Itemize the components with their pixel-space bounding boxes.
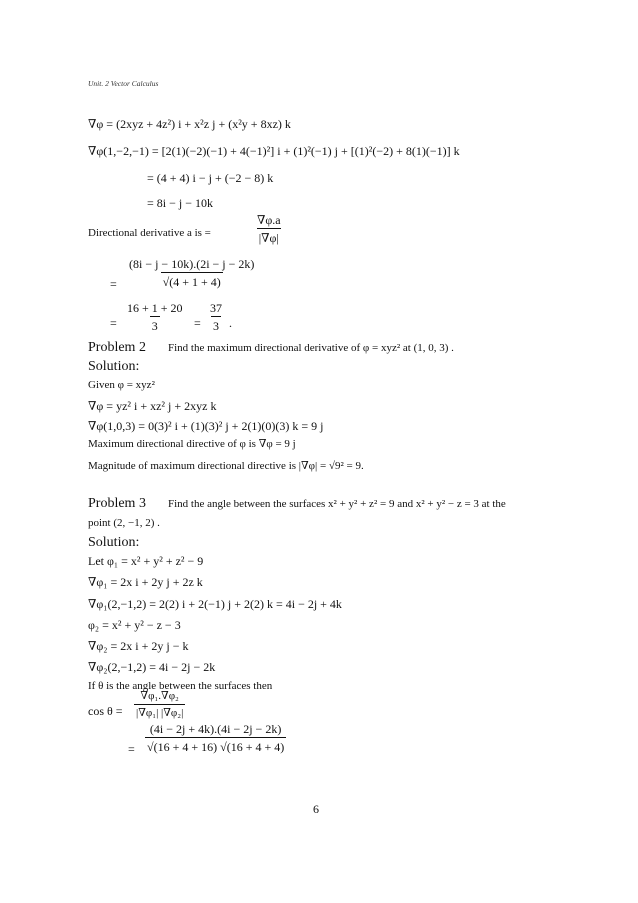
problem-3-solution-heading: Solution: [88,535,140,550]
equals-sign: = [128,742,135,756]
dd-denominator: |∇φ| [257,228,281,244]
p3-cos-denominator: |∇φ₁| |∇φ₂| [134,704,185,719]
period: . [229,316,232,330]
p3-grad-phi1: ∇φ₁ = 2x i + 2y j + 2z k [88,575,203,589]
p2-gradient-at-point: ∇φ(1,0,3) = 0(3)² i + (1)(3)² j + 2(1)(0)(3) k = 9 j [88,419,324,433]
p3-cos-substituted-numerator: (4i − 2j + 4k).(4i − 2j − 2k) [149,722,282,736]
running-header: Unit. 2 Vector Calculus [88,79,159,88]
equals-sign: = [194,316,201,330]
result-numerator-1: 16 + 1 + 20 [127,301,183,315]
result-numerator-2: 37 [210,301,222,315]
problem-2-statement: Find the maximum directional derivative of φ = xyz² at (1, 0, 3) . [168,342,454,354]
problem-3-statement-line1: Find the angle between the surfaces x² + y² + z² = 9 and x² + y² − z = 3 at the [168,498,506,510]
problem-3-heading: Problem 3 [88,496,146,511]
p3-grad-phi1-at-point: ∇φ₁(2,−1,2) = 2(2) i + 2(−1) j + 2(2) k = 4i − 2j + 4k [88,597,342,611]
problem-2-solution-heading: Solution: [88,359,140,374]
page-number: 6 [313,802,319,816]
gradient-at-point: ∇φ(1,−2,−1) = [2(1)(−2)(−1) + 4(−1)²] i + (1)²(−1) j + [(1)²(−2) + 8(1)(−1)] k [88,144,460,158]
p3-angle-text: If θ is the angle between the surfaces then [88,680,273,692]
dd-substituted-numerator: (8i − j − 10k).(2i − j − 2k) [129,257,255,271]
p2-magnitude: Magnitude of maximum directional directive is |∇φ| = √9² = 9. [88,460,364,472]
dd-substituted-denominator: √(4 + 1 + 4) [161,272,223,288]
result-denominator-2: 3 [211,316,221,332]
problem-2-heading: Problem 2 [88,340,146,355]
gradient-general: ∇φ = (2xyz + 4z²) i + x²z j + (x²y + 8xz) k [88,117,291,131]
gradient-step-b: = 8i − j − 10k [147,196,213,210]
problem-3-statement-line2: point (2, −1, 2) . [88,517,160,529]
directional-derivative-label: Directional derivative a is = [88,227,211,239]
p2-gradient: ∇φ = yz² i + xz² j + 2xyz k [88,399,217,413]
p3-grad-phi2: ∇φ₂ = 2x i + 2y j − k [88,639,189,653]
p3-grad-phi2-at-point: ∇φ₂(2,−1,2) = 4i − 2j − 2k [88,660,216,674]
dd-numerator: ∇φ.a [257,213,281,227]
p3-phi1: Let φ₁ = x² + y² + z² − 9 [88,554,204,568]
p3-phi2: φ₂ = x² + y² − z − 3 [88,618,181,632]
result-fraction-1 [125,302,185,332]
p3-cos-fraction [134,691,185,719]
result-fraction-2 [208,302,224,332]
p3-cos-substituted-denominator: √(16 + 4 + 16) √(16 + 4 + 4) [145,737,286,753]
p2-max-directional-derivative: Maximum directional directive of φ is ∇φ = 9 j [88,438,296,450]
p2-given: Given φ = xyz² [88,379,155,391]
equals-sign: = [110,316,117,330]
result-denominator-1: 3 [150,316,160,332]
equals-sign: = [110,277,117,291]
gradient-step-a: = (4 + 4) i − j + (−2 − 8) k [147,171,274,185]
directional-derivative-fraction [255,214,283,244]
p3-cos-label: cos θ = [88,704,123,718]
directional-derivative-substituted [127,258,256,288]
p3-cos-numerator: ∇φ₁.∇φ₂ [140,690,179,702]
p3-cos-substituted [145,723,286,753]
